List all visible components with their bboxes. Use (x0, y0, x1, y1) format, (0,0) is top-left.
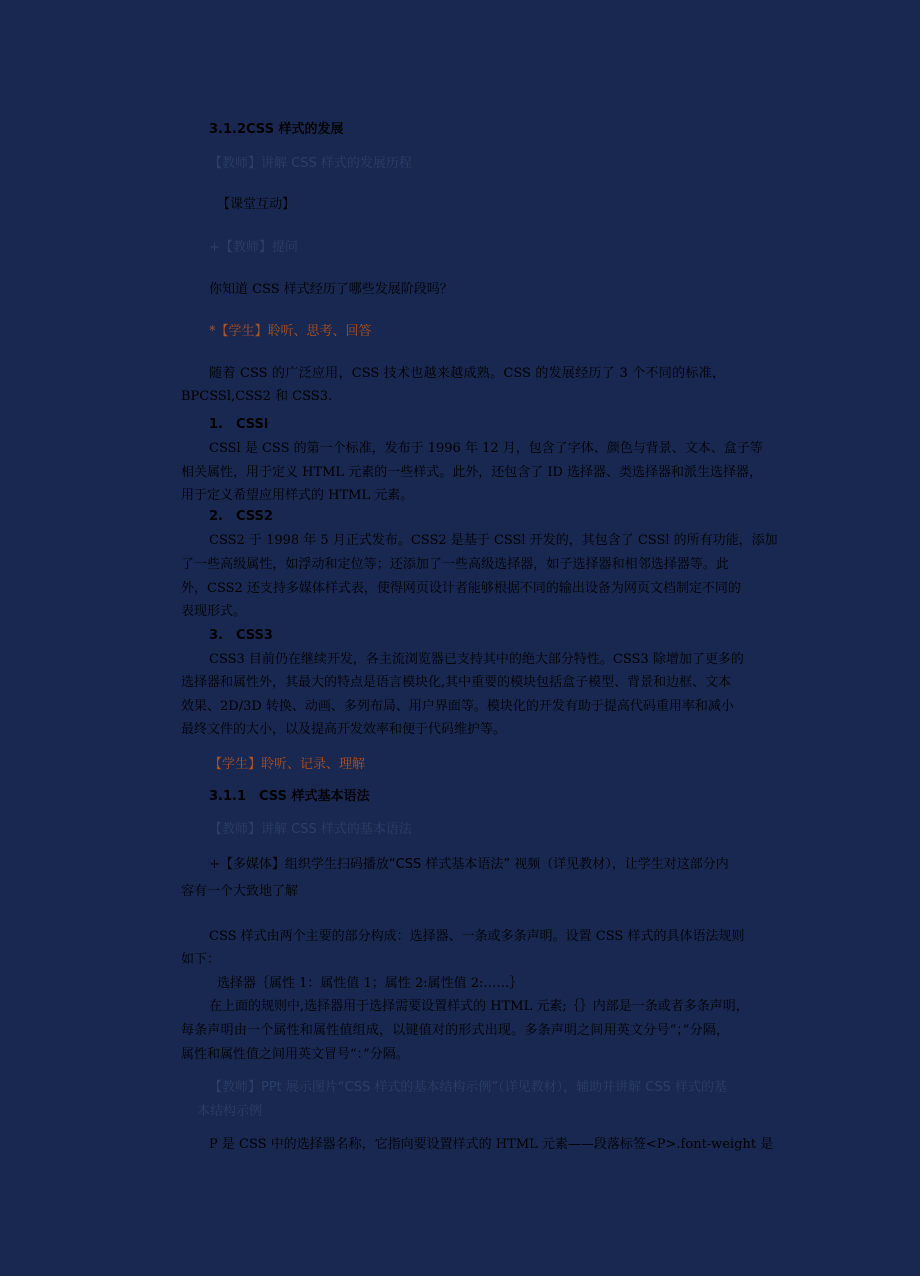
teacher-note: 本结构示例 (197, 1104, 263, 1119)
student-note: *【学生】聆听、思考、回答 (209, 324, 372, 339)
teacher-question-label: +【教师】提问 (209, 240, 298, 255)
list-heading-css1: 1. CSSl (209, 417, 269, 432)
multimedia-note: +【多媒体】组织学生扫码播放“CSS 样式基本语法” 视频（详见教材），让学生对这部分内 (209, 857, 729, 872)
paragraph-line: 在上面的规则中,选择器用于选择需要设置样式的 HTML 元素;｛｝内部是一条或者多条声明， (209, 999, 749, 1014)
paragraph-line: 每条声明由一个属性和属性值组成，以键值对的形式出现。多条声明之间用英文分号“；”分隔， (181, 1023, 729, 1038)
paragraph-line: CSS2 于 1998 年 5 月正式发布。CSS2 是基于 CSSl 开发的，其包含了 CSSl 的所有功能，添加 (209, 533, 778, 548)
teacher-note: 【教师】PPt 展示图片“CSS 样式的基本结构示例”（详见教材），辅助并讲解 CSS 样式的基 (209, 1080, 727, 1095)
section-heading-3-1-2: 3.1.2CSS 样式的发展 (209, 122, 344, 137)
paragraph-line: 了一些高级属性，如浮动和定位等；还添加了一些高级选择器，如子选择器和相邻选择器等。此 (181, 557, 729, 572)
section-heading-3-1-1: 3.1.1 CSS 样式基本语法 (209, 789, 370, 804)
paragraph-line: CSS3 目前仍在继续开发，各主流浏览器已支持其中的绝大部分特性。CSS3 除增加了更多的 (209, 652, 744, 667)
paragraph-line: P 是 CSS 中的选择器名称，它指向要设置样式的 HTML 元素——段落标签<P>.font-weight 是 (209, 1137, 774, 1152)
paragraph-line: 最终文件的大小，以及提高开发效率和便于代码维护等。 (181, 722, 507, 737)
paragraph-line: 表现形式。 (181, 604, 247, 619)
paragraph-line: CSS 样式由两个主要的部分构成：选择器、一条或多条声明。设置 CSS 样式的具体语法规则 (209, 929, 745, 944)
paragraph-line: 相关属性，用于定义 HTML 元素的一些样式。此外，还包含了 ID 选择器、类选择器和派生选择器， (181, 465, 763, 480)
syntax-rule: 选择器｛属性 1：属性值 1；属性 2:属性值 2:……｝ (217, 976, 523, 991)
paragraph-line: CSSl 是 CSS 的第一个标准，发布于 1996 年 12 月，包含了字体、颜色与背景、文本、盒子等 (209, 441, 763, 456)
multimedia-note: 容有一个大致地了解 (181, 884, 299, 899)
paragraph-line: 随着 CSS 的广泛应用，CSS 技术也越来越成熟。CSS 的发展经历了 3 个不同的标准， (209, 366, 725, 381)
student-note: 【学生】聆听、记录、理解 (209, 757, 366, 772)
paragraph-line: 属性和属性值之间用英文冒号“：”分隔。 (181, 1047, 409, 1062)
teacher-note: 【教师】讲解 CSS 样式的发展历程 (209, 156, 412, 171)
list-heading-css3: 3. CSS3 (209, 628, 273, 643)
paragraph-line: 外，CSS2 还支持多媒体样式表，使得网页设计者能够根据不同的输出设备为网页文档制定不同的 (181, 581, 741, 596)
paragraph-line: 效果、2D/3D 转换、动画、多列布局、用户界面等。模块化的开发有助于提高代码重用率和减小 (181, 699, 734, 714)
list-heading-css2: 2. CSS2 (209, 509, 273, 524)
paragraph-line: BPCSSl,CSS2 和 CSS3. (181, 389, 333, 404)
teacher-note: 【教师】讲解 CSS 样式的基本语法 (209, 822, 412, 837)
paragraph-line: 用于定义希望应用样式的 HTML 元素。 (181, 488, 414, 503)
paragraph-line: 如下： (181, 952, 221, 967)
classroom-interaction-label: 【课堂互动】 (217, 197, 296, 212)
question-text: 你知道 CSS 样式经历了哪些发展阶段吗？ (209, 282, 453, 297)
paragraph-line: 选择器和属性外，其最大的特点是语言模块化,其中重要的模块包括盒子模型、背景和边框、文本 (181, 675, 732, 690)
